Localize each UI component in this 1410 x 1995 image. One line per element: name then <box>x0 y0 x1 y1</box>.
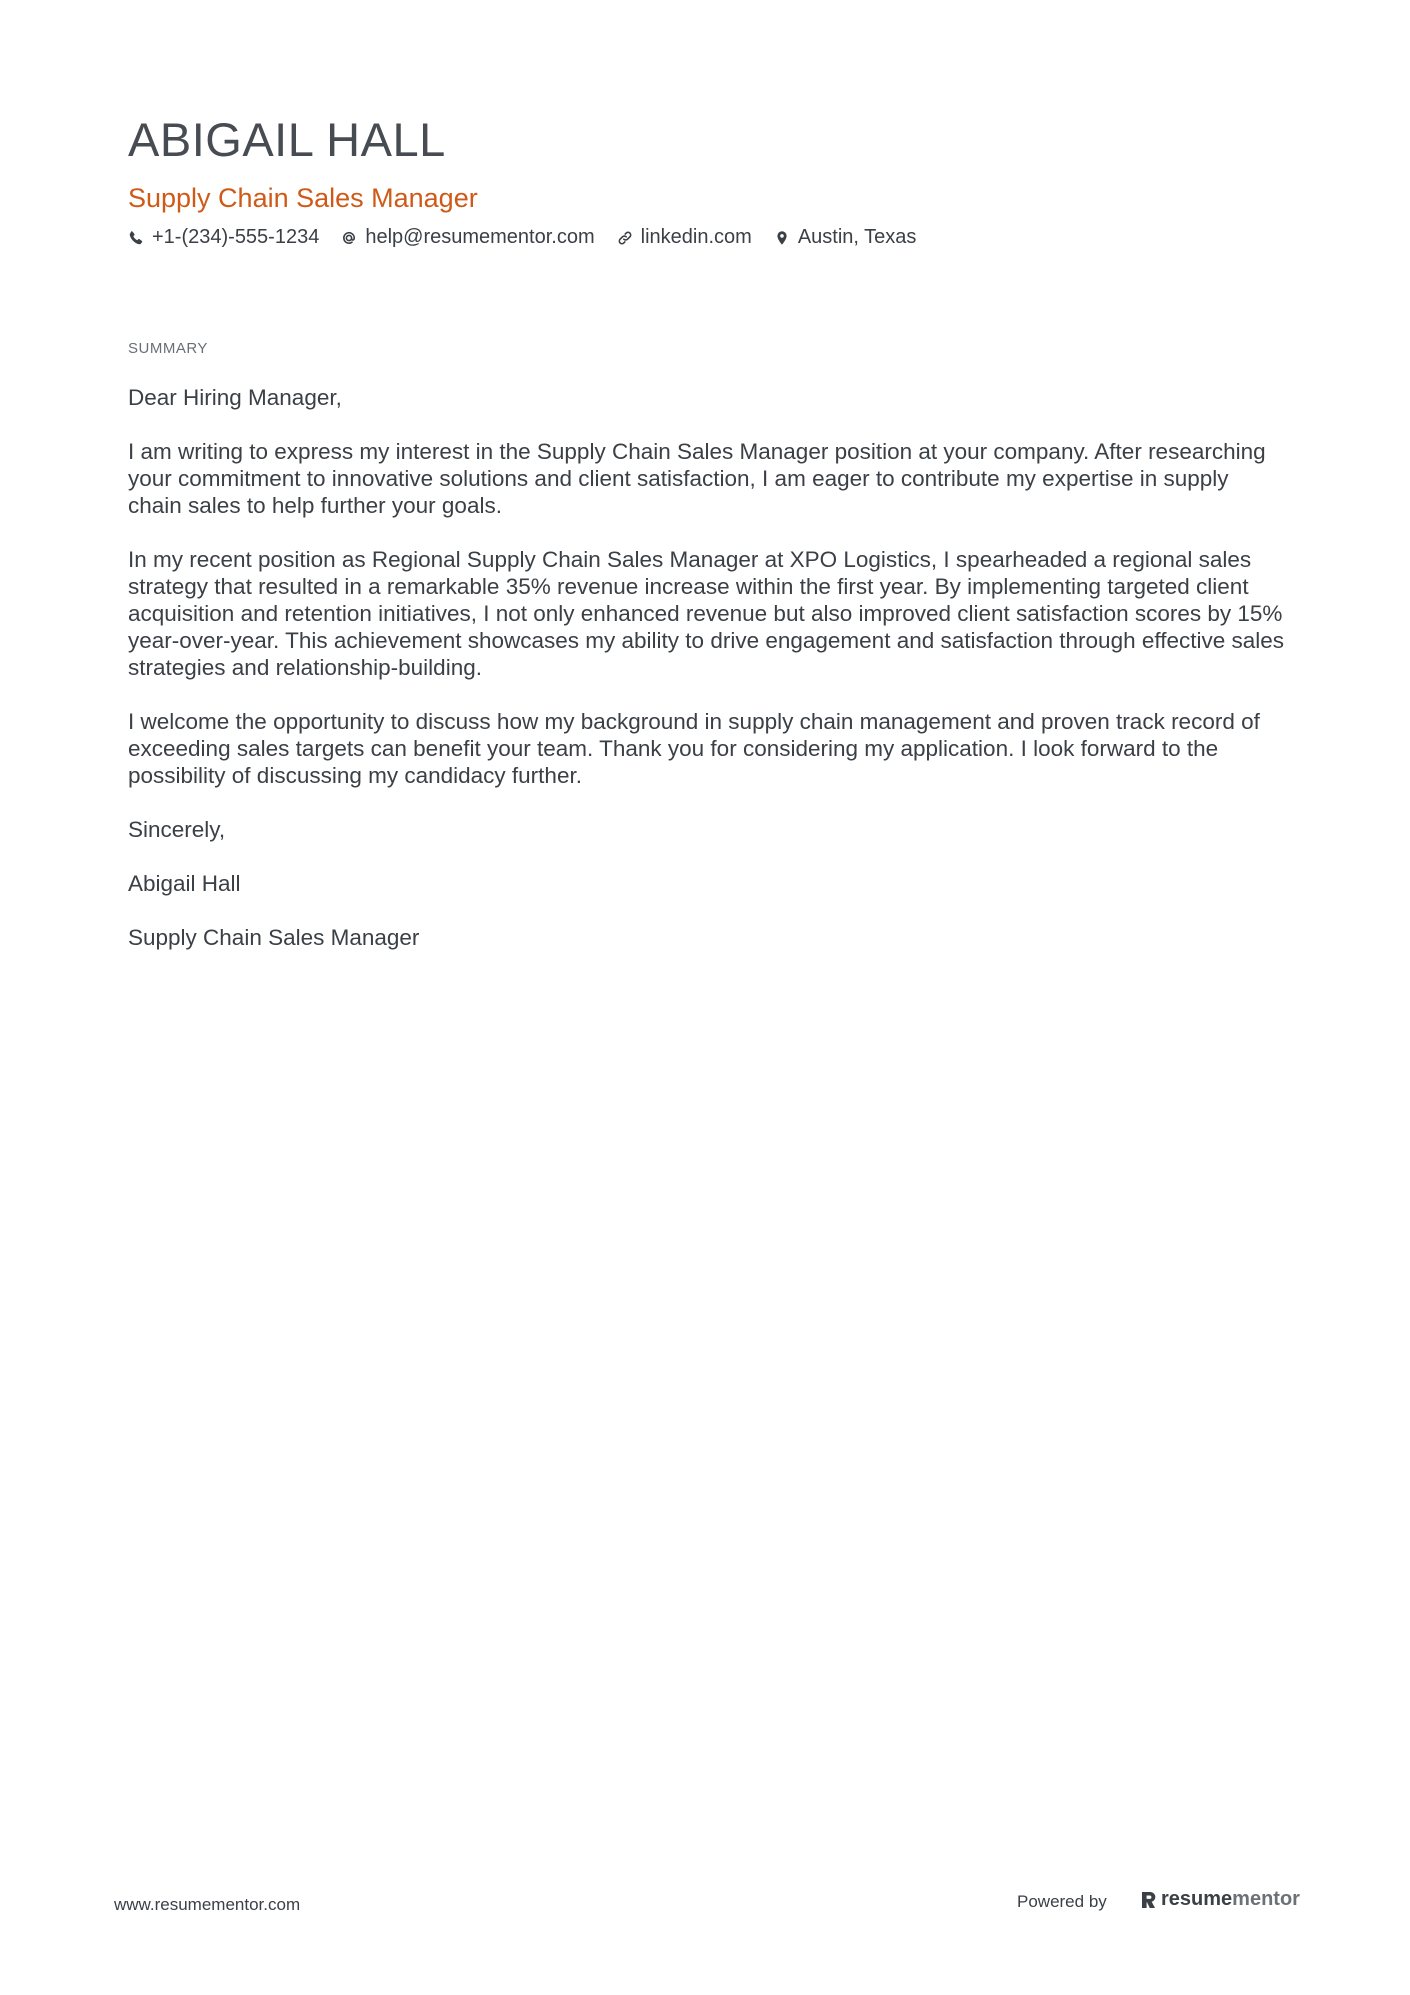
phone-icon <box>128 230 144 246</box>
resumementor-logo[interactable] <box>1140 1888 1300 1911</box>
signature-title: Supply Chain Sales Manager <box>128 925 420 950</box>
footer-website-link[interactable]: www.resumementor.com <box>114 1895 301 1914</box>
letter-paragraph: I am writing to express my interest in the Supply Chain Sales Manager position at your company. After researching your commitment to innovative solutions and client satisfaction, I am eager to contribute my expertise in supply chain sales to help further your goals. <box>128 439 1266 518</box>
contact-phone <box>128 226 319 249</box>
contact-location <box>774 226 917 249</box>
letter-paragraph: In my recent position as Regional Supply Chain Sales Manager at XPO Logistics, I spearheaded a regional sales strategy that resulted in a remarkable 35% revenue increase within the first year. By implementing targeted client acquisition and retention initiatives, I not only enhanced revenue but also improved client satisfaction scores by 15% year-over-year. This achievement showcases my ability to drive engagement and satisfaction through effective sales strategies and relationship-building. <box>128 547 1285 680</box>
logo-text-mentor: mentor <box>1232 1888 1300 1910</box>
letter-closing: Sincerely, <box>128 817 226 842</box>
section-heading-summary: SUMMARY <box>128 340 208 357</box>
powered-by-label: Powered by <box>1017 1892 1107 1911</box>
location-pin-icon <box>774 230 790 246</box>
link-icon <box>617 230 633 246</box>
email-address[interactable]: help@resumementor.com <box>365 226 595 248</box>
candidate-name: ABIGAIL HALL <box>128 113 446 166</box>
resumementor-logo-icon <box>1140 1890 1157 1910</box>
contact-email <box>341 226 594 249</box>
letter-paragraph: I welcome the opportunity to discuss how my background in supply chain management and proven track record of exceeding sales targets can benefit your team. Thank you for considering my application. I look forward to the possibility of discussing my candidacy further. <box>128 709 1260 788</box>
contact-bar <box>128 226 916 249</box>
logo-text-resume: resume <box>1161 1888 1233 1910</box>
contact-linkedin <box>617 226 752 249</box>
linkedin-link[interactable]: linkedin.com <box>640 226 752 248</box>
letter-greeting: Dear Hiring Manager, <box>128 385 342 410</box>
letter-body <box>128 384 1288 978</box>
location-text: Austin, Texas <box>797 226 917 248</box>
at-icon <box>341 230 357 246</box>
job-title: Supply Chain Sales Manager <box>128 183 478 213</box>
phone-number[interactable]: +1-(234)-555-1234 <box>152 226 320 248</box>
signature-name: Abigail Hall <box>128 871 241 896</box>
